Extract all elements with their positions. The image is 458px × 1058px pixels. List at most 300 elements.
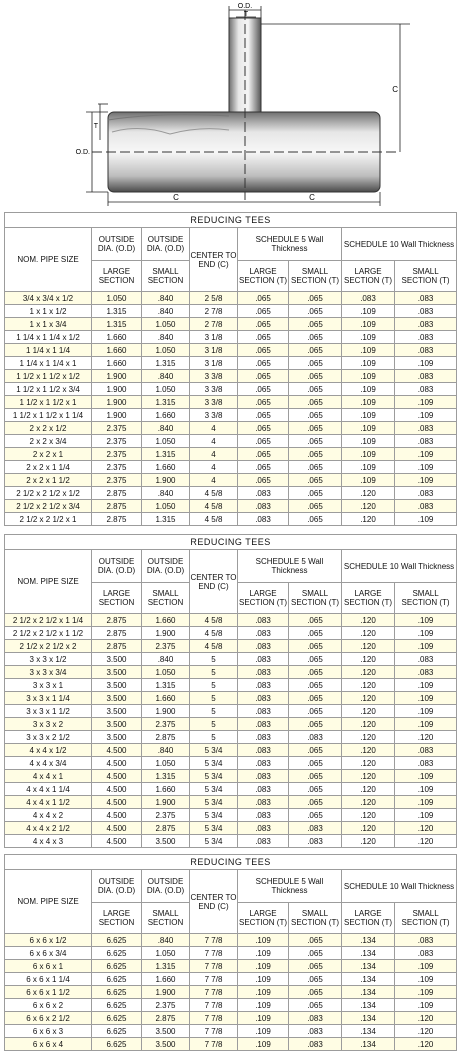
cell-nom-pipe-size: 1 1/2 x 1 1/2 x 1	[5, 396, 92, 409]
cell-nom-pipe-size: 2 1/2 x 2 1/2 x 1 1/2	[5, 627, 92, 640]
cell-od-large: 4.500	[92, 796, 142, 809]
cell-s5-large-t: .065	[238, 357, 289, 370]
cell-od-small: 2.375	[142, 640, 190, 653]
cell-s5-large-t: .083	[238, 500, 289, 513]
cell-od-small: 1.050	[142, 344, 190, 357]
cell-od-large: 2.875	[92, 513, 142, 526]
cell-od-large: 2.875	[92, 627, 142, 640]
col-s10-large-t: LARGE SECTION (T)	[342, 903, 395, 934]
table-title: REDUCING TEES	[5, 855, 457, 870]
cell-od-large: 6.625	[92, 973, 142, 986]
cell-center-to-end: 5 3/4	[190, 835, 238, 848]
cell-center-to-end: 4	[190, 435, 238, 448]
cell-s10-large-t: .134	[342, 947, 395, 960]
table-row	[5, 744, 457, 757]
cell-s10-large-t: .109	[342, 448, 395, 461]
cell-s10-large-t: .109	[342, 461, 395, 474]
cell-s10-large-t: .120	[342, 783, 395, 796]
cell-od-small: 2.875	[142, 731, 190, 744]
cell-nom-pipe-size: 2 1/2 x 2 1/2 x 1 1/4	[5, 614, 92, 627]
cell-s10-large-t: .120	[342, 640, 395, 653]
cell-s5-large-t: .065	[238, 461, 289, 474]
cell-s10-small-t: .109	[395, 640, 457, 653]
cell-od-small: 1.900	[142, 796, 190, 809]
label-c-right: C	[392, 85, 398, 94]
cell-s10-large-t: .109	[342, 383, 395, 396]
cell-s10-large-t: .109	[342, 305, 395, 318]
cell-nom-pipe-size: 2 x 2 x 1/2	[5, 422, 92, 435]
cell-center-to-end: 5 3/4	[190, 809, 238, 822]
cell-od-small: 2.875	[142, 822, 190, 835]
cell-nom-pipe-size: 2 x 2 x 3/4	[5, 435, 92, 448]
cell-s5-large-t: .109	[238, 934, 289, 947]
cell-od-small: 1.315	[142, 396, 190, 409]
cell-center-to-end: 7 7/8	[190, 960, 238, 973]
table-title: REDUCING TEES	[5, 213, 457, 228]
col-s10-small-t: SMALL SECTION (T)	[395, 261, 457, 292]
cell-s10-small-t: .109	[395, 474, 457, 487]
cell-nom-pipe-size: 6 x 6 x 1 1/2	[5, 986, 92, 999]
cell-center-to-end: 4	[190, 461, 238, 474]
cell-nom-pipe-size: 1 1/2 x 1 1/2 x 1/2	[5, 370, 92, 383]
cell-nom-pipe-size: 3 x 3 x 1 1/2	[5, 705, 92, 718]
cell-s5-small-t: .065	[289, 396, 342, 409]
table-row	[5, 383, 457, 396]
cell-s5-large-t: .083	[238, 718, 289, 731]
cell-s5-small-t: .065	[289, 770, 342, 783]
cell-s5-small-t: .065	[289, 666, 342, 679]
cell-od-large: 4.500	[92, 822, 142, 835]
col-s5-large-t: LARGE SECTION (T)	[238, 261, 289, 292]
cell-od-large: 2.875	[92, 640, 142, 653]
cell-s5-large-t: .083	[238, 692, 289, 705]
cell-s10-large-t: .120	[342, 822, 395, 835]
cell-nom-pipe-size: 6 x 6 x 3	[5, 1025, 92, 1038]
cell-s5-large-t: .083	[238, 835, 289, 848]
table-title: REDUCING TEES	[5, 535, 457, 550]
table-row	[5, 731, 457, 744]
cell-center-to-end: 5 3/4	[190, 770, 238, 783]
cell-od-large: 2.375	[92, 474, 142, 487]
cell-center-to-end: 5	[190, 679, 238, 692]
cell-s10-small-t: .120	[395, 1038, 457, 1051]
table-row	[5, 835, 457, 848]
cell-od-small: 1.900	[142, 627, 190, 640]
cell-s5-large-t: .083	[238, 770, 289, 783]
cell-od-large: 2.375	[92, 435, 142, 448]
cell-od-large: 6.625	[92, 986, 142, 999]
cell-nom-pipe-size: 1 x 1 x 1/2	[5, 305, 92, 318]
cell-s10-small-t: .109	[395, 973, 457, 986]
table-row	[5, 960, 457, 973]
cell-od-large: 6.625	[92, 1012, 142, 1025]
cell-s5-small-t: .065	[289, 474, 342, 487]
table-row	[5, 614, 457, 627]
reducing-tees-table-2	[4, 534, 456, 848]
cell-s10-large-t: .134	[342, 986, 395, 999]
cell-s10-small-t: .109	[395, 718, 457, 731]
cell-s10-small-t: .109	[395, 770, 457, 783]
cell-s5-large-t: .065	[238, 292, 289, 305]
cell-s5-large-t: .065	[238, 383, 289, 396]
cell-od-large: 3.500	[92, 705, 142, 718]
cell-od-small: 2.375	[142, 718, 190, 731]
reducing-tees-table-3	[4, 854, 456, 1051]
col-s5-small-t: SMALL SECTION (T)	[289, 903, 342, 934]
cell-s10-small-t: .109	[395, 396, 457, 409]
cell-s10-small-t: .109	[395, 999, 457, 1012]
table-row	[5, 640, 457, 653]
cell-center-to-end: 5 3/4	[190, 822, 238, 835]
cell-center-to-end: 4 5/8	[190, 500, 238, 513]
table-row	[5, 370, 457, 383]
cell-od-small: 1.050	[142, 435, 190, 448]
cell-s5-small-t: .065	[289, 809, 342, 822]
cell-s10-small-t: .083	[395, 947, 457, 960]
cell-s5-small-t: .065	[289, 448, 342, 461]
cell-center-to-end: 3 1/8	[190, 344, 238, 357]
cell-s5-small-t: .065	[289, 370, 342, 383]
cell-s5-small-t: .083	[289, 1025, 342, 1038]
table-row	[5, 1012, 457, 1025]
cell-s10-small-t: .109	[395, 448, 457, 461]
cell-s5-large-t: .065	[238, 370, 289, 383]
col-schedule-10: SCHEDULE 10 Wall Thickness	[342, 550, 457, 583]
cell-od-large: 1.660	[92, 331, 142, 344]
cell-s5-large-t: .065	[238, 435, 289, 448]
cell-s5-small-t: .083	[289, 1038, 342, 1051]
cell-s5-large-t: .109	[238, 986, 289, 999]
cell-nom-pipe-size: 6 x 6 x 1	[5, 960, 92, 973]
cell-od-large: 1.315	[92, 305, 142, 318]
cell-od-large: 3.500	[92, 731, 142, 744]
cell-s5-small-t: .083	[289, 835, 342, 848]
cell-center-to-end: 4 5/8	[190, 627, 238, 640]
cell-nom-pipe-size: 1 1/2 x 1 1/2 x 1 1/4	[5, 409, 92, 422]
cell-od-small: .840	[142, 305, 190, 318]
cell-nom-pipe-size: 2 1/2 x 2 1/2 x 1	[5, 513, 92, 526]
cell-od-small: 1.660	[142, 614, 190, 627]
cell-s10-small-t: .083	[395, 744, 457, 757]
cell-nom-pipe-size: 1 1/4 x 1 1/4	[5, 344, 92, 357]
cell-center-to-end: 4	[190, 448, 238, 461]
cell-s5-small-t: .065	[289, 318, 342, 331]
cell-nom-pipe-size: 3 x 3 x 1/2	[5, 653, 92, 666]
table-row	[5, 435, 457, 448]
cell-s5-large-t: .065	[238, 344, 289, 357]
cell-s5-large-t: .065	[238, 409, 289, 422]
cell-s5-small-t: .083	[289, 822, 342, 835]
cell-center-to-end: 5 3/4	[190, 796, 238, 809]
cell-s10-small-t: .109	[395, 692, 457, 705]
cell-s10-large-t: .109	[342, 318, 395, 331]
cell-s10-large-t: .134	[342, 1038, 395, 1051]
cell-s10-small-t: .109	[395, 783, 457, 796]
cell-od-small: .840	[142, 653, 190, 666]
cell-s5-large-t: .083	[238, 487, 289, 500]
cell-center-to-end: 3 3/8	[190, 396, 238, 409]
col-od-large: OUTSIDE DIA. (O.D)	[92, 228, 142, 261]
cell-center-to-end: 5	[190, 705, 238, 718]
table-row	[5, 783, 457, 796]
cell-center-to-end: 5 3/4	[190, 783, 238, 796]
cell-center-to-end: 2 5/8	[190, 292, 238, 305]
cell-nom-pipe-size: 4 x 4 x 1/2	[5, 744, 92, 757]
cell-s10-small-t: .083	[395, 292, 457, 305]
cell-center-to-end: 2 7/8	[190, 305, 238, 318]
cell-od-small: 1.660	[142, 973, 190, 986]
cell-od-large: 4.500	[92, 744, 142, 757]
cell-s5-small-t: .065	[289, 796, 342, 809]
cell-s10-large-t: .134	[342, 1012, 395, 1025]
cell-center-to-end: 7 7/8	[190, 934, 238, 947]
cell-s10-small-t: .120	[395, 1012, 457, 1025]
cell-nom-pipe-size: 4 x 4 x 2 1/2	[5, 822, 92, 835]
table-row	[5, 409, 457, 422]
cell-od-small: 2.375	[142, 809, 190, 822]
cell-s5-small-t: .065	[289, 357, 342, 370]
cell-center-to-end: 7 7/8	[190, 1038, 238, 1051]
col-s5-small-t: SMALL SECTION (T)	[289, 583, 342, 614]
cell-nom-pipe-size: 6 x 6 x 2	[5, 999, 92, 1012]
table-row	[5, 1025, 457, 1038]
cell-s10-small-t: .109	[395, 409, 457, 422]
cell-nom-pipe-size: 4 x 4 x 2	[5, 809, 92, 822]
cell-s5-small-t: .065	[289, 705, 342, 718]
table-row	[5, 822, 457, 835]
cell-center-to-end: 4 5/8	[190, 614, 238, 627]
cell-od-small: 1.900	[142, 474, 190, 487]
table-row	[5, 474, 457, 487]
cell-s10-small-t: .120	[395, 822, 457, 835]
cell-s5-small-t: .065	[289, 292, 342, 305]
cell-od-small: 1.050	[142, 318, 190, 331]
label-t-top: T	[243, 11, 249, 18]
cell-od-small: .840	[142, 331, 190, 344]
cell-s10-large-t: .120	[342, 809, 395, 822]
cell-nom-pipe-size: 2 1/2 x 2 1/2 x 1/2	[5, 487, 92, 500]
cell-s10-large-t: .109	[342, 435, 395, 448]
cell-s10-large-t: .120	[342, 718, 395, 731]
cell-od-large: 3.500	[92, 653, 142, 666]
col-s10-large-t: LARGE SECTION (T)	[342, 261, 395, 292]
table-row	[5, 947, 457, 960]
col-s10-small-t: SMALL SECTION (T)	[395, 903, 457, 934]
cell-s10-small-t: .120	[395, 1025, 457, 1038]
cell-s10-small-t: .083	[395, 422, 457, 435]
cell-s10-small-t: .083	[395, 344, 457, 357]
cell-s10-large-t: .120	[342, 679, 395, 692]
cell-s10-large-t: .109	[342, 409, 395, 422]
cell-center-to-end: 7 7/8	[190, 973, 238, 986]
cell-nom-pipe-size: 2 1/2 x 2 1/2 x 3/4	[5, 500, 92, 513]
cell-od-small: 1.660	[142, 409, 190, 422]
reducing-tee-diagram	[0, 0, 458, 208]
cell-od-small: 3.500	[142, 835, 190, 848]
cell-s5-small-t: .065	[289, 973, 342, 986]
cell-s10-small-t: .083	[395, 331, 457, 344]
cell-s10-large-t: .120	[342, 653, 395, 666]
cell-center-to-end: 4 5/8	[190, 487, 238, 500]
cell-nom-pipe-size: 3 x 3 x 2	[5, 718, 92, 731]
cell-s10-small-t: .109	[395, 986, 457, 999]
cell-s10-small-t: .109	[395, 679, 457, 692]
cell-od-large: 6.625	[92, 934, 142, 947]
cell-center-to-end: 5	[190, 666, 238, 679]
cell-s10-large-t: .120	[342, 666, 395, 679]
col-schedule-10: SCHEDULE 10 Wall Thickness	[342, 228, 457, 261]
cell-nom-pipe-size: 6 x 6 x 4	[5, 1038, 92, 1051]
reducing-tees-table-1	[4, 212, 456, 526]
cell-s10-small-t: .109	[395, 796, 457, 809]
cell-nom-pipe-size: 1 1/4 x 1 1/4 x 1	[5, 357, 92, 370]
cell-s5-large-t: .065	[238, 474, 289, 487]
cell-center-to-end: 7 7/8	[190, 1012, 238, 1025]
cell-s10-large-t: .120	[342, 487, 395, 500]
table-row	[5, 770, 457, 783]
cell-s10-small-t: .109	[395, 614, 457, 627]
cell-od-small: 1.050	[142, 383, 190, 396]
cell-od-large: 1.660	[92, 357, 142, 370]
cell-s5-large-t: .083	[238, 627, 289, 640]
cell-s10-large-t: .120	[342, 614, 395, 627]
cell-s10-large-t: .109	[342, 357, 395, 370]
cell-s10-large-t: .109	[342, 370, 395, 383]
cell-nom-pipe-size: 4 x 4 x 3/4	[5, 757, 92, 770]
cell-od-small: .840	[142, 422, 190, 435]
cell-s5-large-t: .083	[238, 653, 289, 666]
cell-od-small: 1.315	[142, 960, 190, 973]
cell-s5-small-t: .065	[289, 461, 342, 474]
cell-s10-large-t: .109	[342, 474, 395, 487]
cell-s5-small-t: .065	[289, 409, 342, 422]
cell-center-to-end: 4	[190, 422, 238, 435]
cell-s10-large-t: .120	[342, 500, 395, 513]
cell-od-large: 6.625	[92, 999, 142, 1012]
col-schedule-10: SCHEDULE 10 Wall Thickness	[342, 870, 457, 903]
table-row	[5, 331, 457, 344]
cell-od-small: 2.375	[142, 999, 190, 1012]
label-od-left: O.D.	[75, 149, 90, 156]
cell-od-small: 1.315	[142, 513, 190, 526]
label-c-bottom-left: C	[173, 193, 179, 202]
cell-s5-large-t: .083	[238, 640, 289, 653]
cell-s10-large-t: .120	[342, 770, 395, 783]
table-row	[5, 705, 457, 718]
col-od-small: OUTSIDE DIA. (O.D)	[142, 228, 190, 261]
cell-od-large: 3.500	[92, 692, 142, 705]
col-nom-pipe-size: NOM. PIPE SIZE	[5, 228, 92, 292]
cell-s10-large-t: .120	[342, 627, 395, 640]
cell-s5-small-t: .083	[289, 731, 342, 744]
cell-s10-large-t: .109	[342, 331, 395, 344]
col-schedule-5: SCHEDULE 5 Wall Thickness	[238, 550, 342, 583]
cell-od-large: 6.625	[92, 1025, 142, 1038]
cell-s5-small-t: .065	[289, 500, 342, 513]
cell-s5-small-t: .065	[289, 947, 342, 960]
cell-od-large: 4.500	[92, 783, 142, 796]
cell-od-small: 3.500	[142, 1038, 190, 1051]
table-row	[5, 461, 457, 474]
cell-od-small: 1.660	[142, 692, 190, 705]
cell-s10-large-t: .120	[342, 835, 395, 848]
label-c-bottom-right: C	[309, 193, 315, 202]
cell-s10-large-t: .134	[342, 934, 395, 947]
cell-nom-pipe-size: 6 x 6 x 1 1/4	[5, 973, 92, 986]
cell-s10-small-t: .109	[395, 357, 457, 370]
cell-od-large: 3.500	[92, 718, 142, 731]
cell-center-to-end: 5 3/4	[190, 757, 238, 770]
cell-center-to-end: 7 7/8	[190, 947, 238, 960]
col-schedule-5: SCHEDULE 5 Wall Thickness	[238, 228, 342, 261]
cell-s5-small-t: .065	[289, 383, 342, 396]
cell-s10-large-t: .109	[342, 422, 395, 435]
table-row	[5, 757, 457, 770]
table-row	[5, 627, 457, 640]
cell-od-large: 2.875	[92, 614, 142, 627]
cell-s5-large-t: .083	[238, 744, 289, 757]
cell-s5-small-t: .065	[289, 986, 342, 999]
cell-nom-pipe-size: 4 x 4 x 1 1/2	[5, 796, 92, 809]
cell-s5-small-t: .065	[289, 999, 342, 1012]
label-od-top: O.D.	[237, 3, 253, 10]
cell-od-small: 1.050	[142, 666, 190, 679]
col-small-section: SMALL SECTION	[142, 261, 190, 292]
cell-s10-large-t: .134	[342, 960, 395, 973]
table-row	[5, 500, 457, 513]
cell-od-large: 1.900	[92, 370, 142, 383]
cell-s5-small-t: .065	[289, 744, 342, 757]
col-schedule-5: SCHEDULE 5 Wall Thickness	[238, 870, 342, 903]
cell-od-large: 1.050	[92, 292, 142, 305]
cell-od-large: 2.375	[92, 461, 142, 474]
cell-center-to-end: 5	[190, 731, 238, 744]
label-t-left: T	[93, 123, 98, 130]
col-center-to-end: CENTER TO END (C)	[190, 870, 238, 934]
cell-s10-small-t: .109	[395, 627, 457, 640]
table-row	[5, 934, 457, 947]
table-row	[5, 679, 457, 692]
cell-s5-large-t: .083	[238, 705, 289, 718]
cell-s5-large-t: .109	[238, 947, 289, 960]
cell-od-small: 1.660	[142, 783, 190, 796]
col-large-section: LARGE SECTION	[92, 903, 142, 934]
col-small-section: SMALL SECTION	[142, 903, 190, 934]
cell-s5-small-t: .065	[289, 627, 342, 640]
cell-s5-small-t: .065	[289, 679, 342, 692]
cell-s5-large-t: .083	[238, 822, 289, 835]
cell-s5-small-t: .065	[289, 614, 342, 627]
cell-nom-pipe-size: 3/4 x 3/4 x 1/2	[5, 292, 92, 305]
table-row	[5, 809, 457, 822]
col-od-small: OUTSIDE DIA. (O.D)	[142, 870, 190, 903]
table-row	[5, 344, 457, 357]
cell-nom-pipe-size: 3 x 3 x 1 1/4	[5, 692, 92, 705]
table-row	[5, 422, 457, 435]
cell-nom-pipe-size: 4 x 4 x 1	[5, 770, 92, 783]
cell-s5-large-t: .065	[238, 396, 289, 409]
table-row	[5, 666, 457, 679]
cell-od-small: 1.050	[142, 947, 190, 960]
cell-s5-small-t: .065	[289, 513, 342, 526]
table-row	[5, 718, 457, 731]
cell-s10-small-t: .083	[395, 653, 457, 666]
table-row	[5, 796, 457, 809]
cell-od-large: 2.375	[92, 448, 142, 461]
cell-od-large: 6.625	[92, 1038, 142, 1051]
cell-s10-large-t: .134	[342, 1025, 395, 1038]
table-row	[5, 973, 457, 986]
